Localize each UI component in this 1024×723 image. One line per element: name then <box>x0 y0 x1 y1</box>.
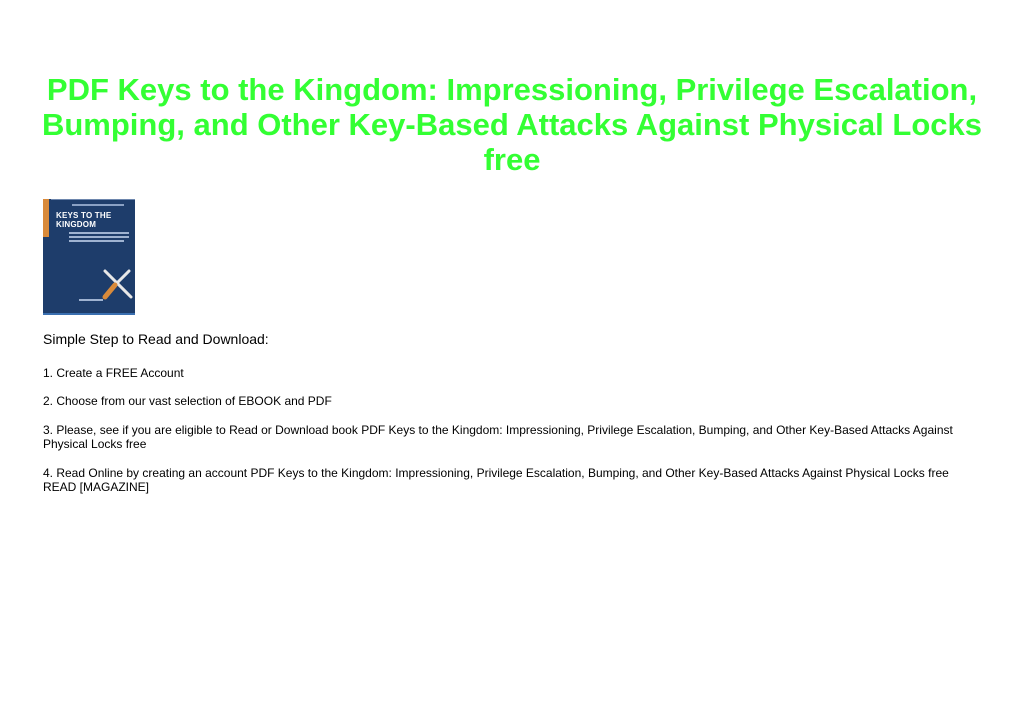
step-item: 1. Create a FREE Account <box>43 366 184 380</box>
cover-title-line-2: KINGDOM <box>56 220 97 229</box>
cover-author-text <box>79 299 103 301</box>
key-handle <box>105 285 115 297</box>
step-item: 4. Read Online by creating an account PDF Keys to the Kingdom: Impressioning, Privilege Escalation, Bumping, and Other Key-Based Attacks Against Physical Locks free READ [MAGAZINE] <box>43 466 949 494</box>
cover-title-line-1: KEYS TO THE <box>56 211 112 220</box>
page-title: PDF Keys to the Kingdom: Impressioning, Privilege Escalation, Bumping, and Other Key-Based Attacks Against Physical Locks free <box>41 72 982 177</box>
step-item: 3. Please, see if you are eligible to Read or Download book PDF Keys to the Kingdom: Impressioning, Privilege Escalation, Bumping, and Other Key-Based Attacks Against Physical Locks free <box>43 423 953 451</box>
key-blade-right <box>115 271 129 285</box>
book-cover-image <box>43 199 135 315</box>
cover-bottom-rule <box>43 313 135 315</box>
intro-text: Simple Step to Read and Download: <box>43 331 269 347</box>
step-item: 2. Choose from our vast selection of EBOOK and PDF <box>43 394 332 408</box>
crossed-keys-illustration <box>43 199 135 315</box>
